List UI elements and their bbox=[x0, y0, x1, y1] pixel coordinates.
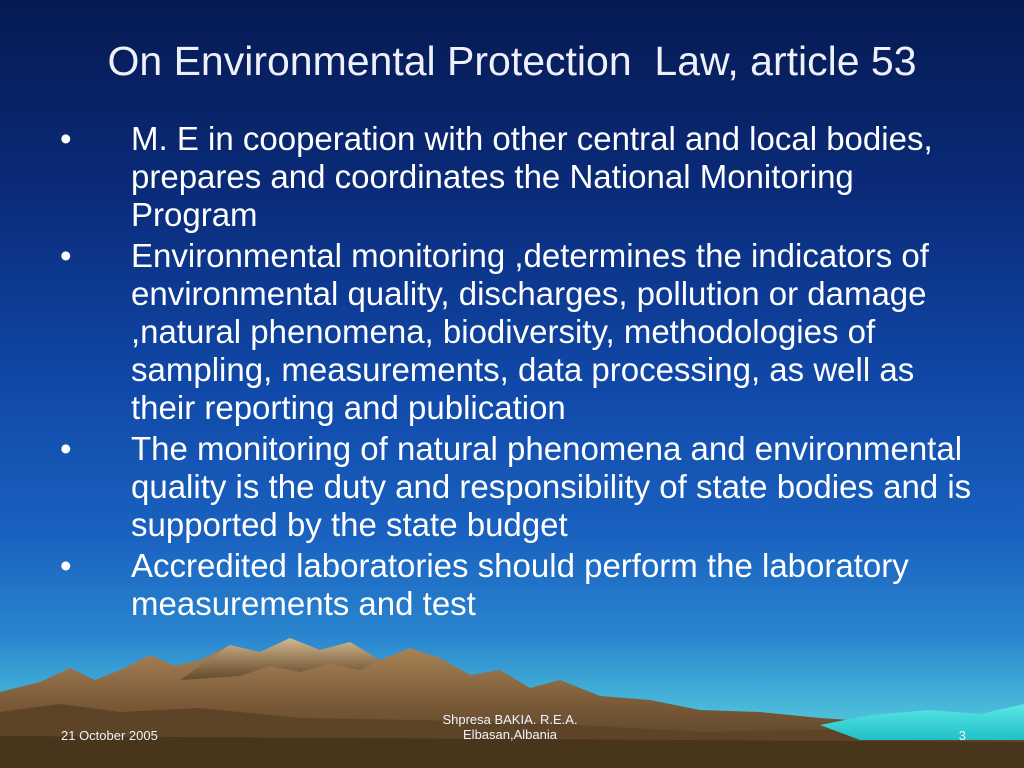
slide-title: On Environmental Protection Law, article 53 bbox=[107, 38, 917, 84]
footer-author-line1: Shpresa BAKIA. R.E.A. bbox=[442, 712, 578, 727]
bullet-item bbox=[60, 120, 980, 234]
bullet-dot-icon: • bbox=[60, 237, 72, 274]
footer-author-line2: Elbasan,Albania bbox=[463, 727, 557, 742]
bullet-list bbox=[60, 120, 980, 626]
footer-date: 21 October 2005 bbox=[61, 728, 158, 743]
footer-author bbox=[380, 712, 640, 742]
bullet-text: Environmental monitoring ,determines the indicators of environmental quality, discharges, pollution or damage ,natural phenomena, biodiversity, methodologies of sampling, measurements, data processing, as well as their reporting and publication bbox=[131, 237, 929, 426]
bullet-text: The monitoring of natural phenomena and environmental quality is the duty and responsibility of state bodies and is supported by the state budget bbox=[131, 430, 972, 543]
bullet-dot-icon: • bbox=[60, 430, 72, 467]
bullet-text: Accredited laboratories should perform the laboratory measurements and test bbox=[131, 547, 909, 622]
bullet-item bbox=[60, 237, 980, 427]
bullet-dot-icon: • bbox=[60, 547, 72, 584]
bullet-dot-icon: • bbox=[60, 120, 72, 157]
page-number: 3 bbox=[958, 728, 966, 743]
bullet-item bbox=[60, 430, 980, 544]
bullet-item bbox=[60, 547, 980, 623]
bullet-text: M. E in cooperation with other central and local bodies, prepares and coordinates the National Monitoring Program bbox=[131, 120, 933, 233]
